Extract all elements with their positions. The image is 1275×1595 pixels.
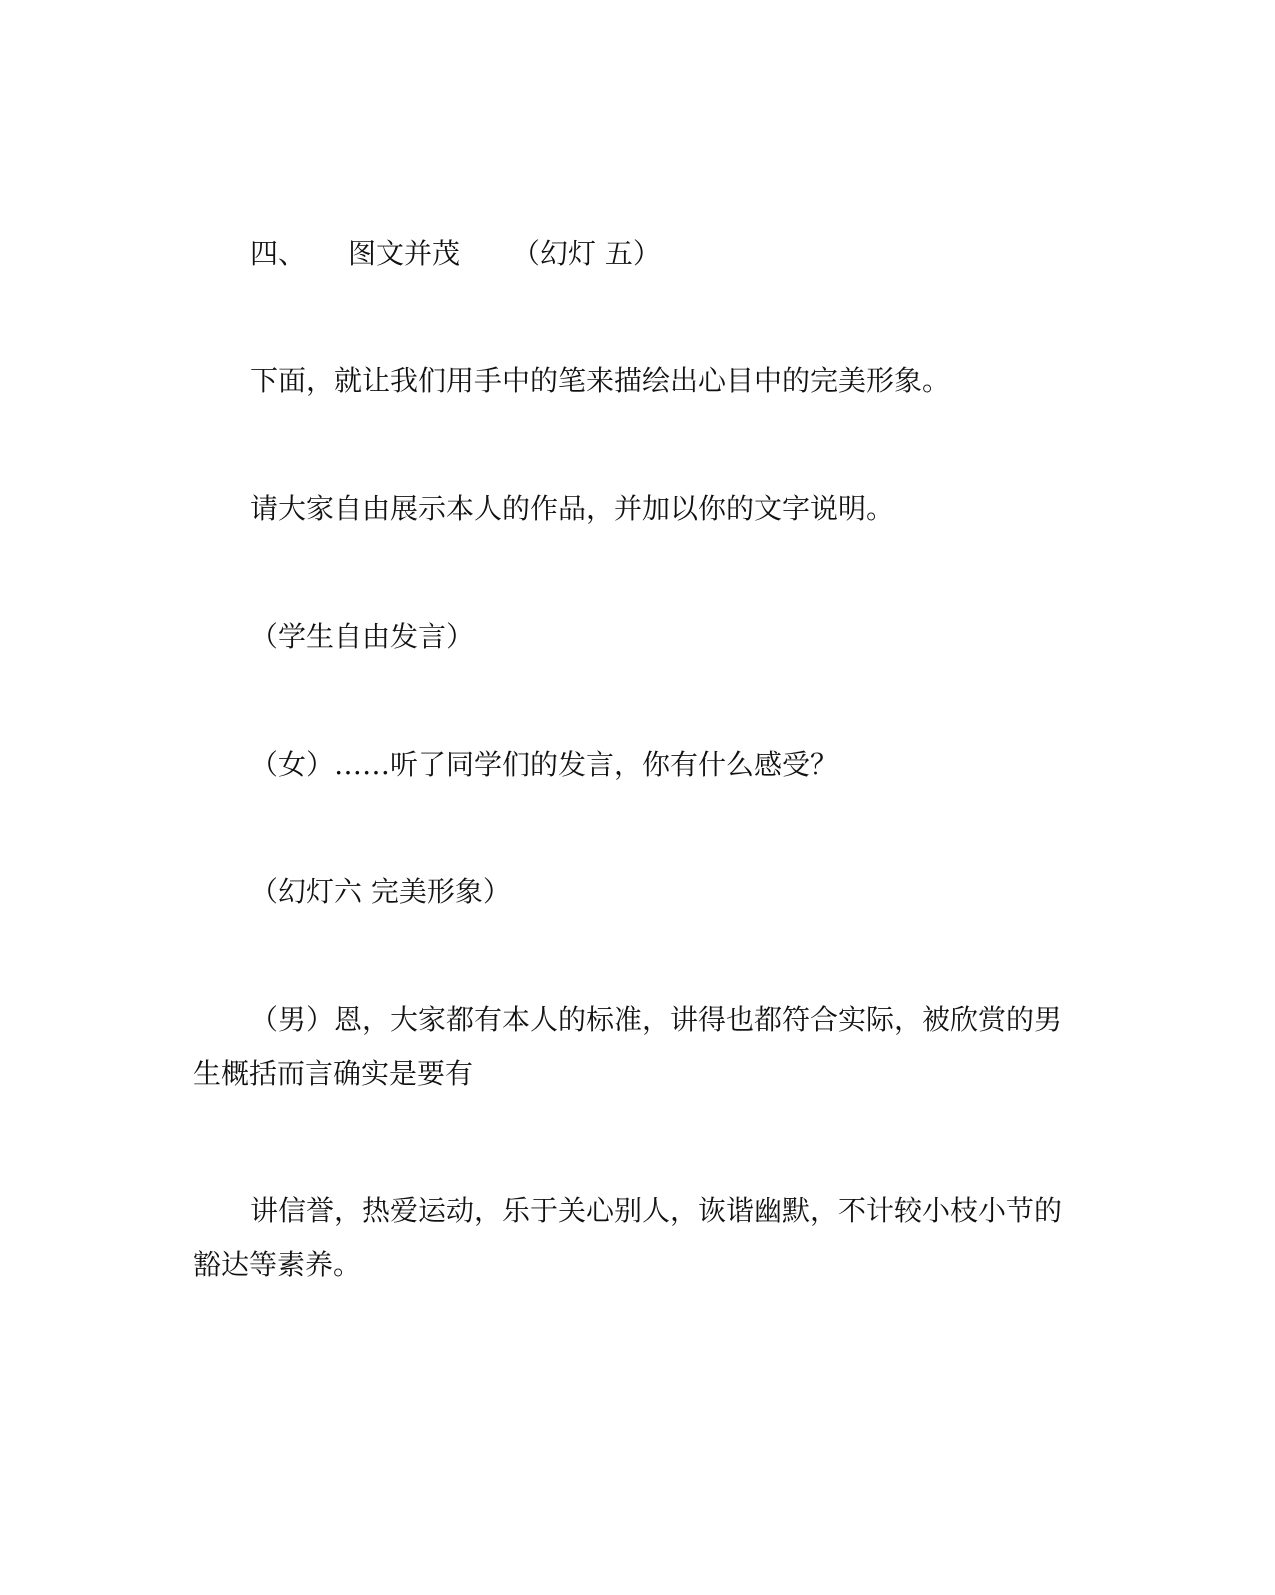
paragraph-instruction: 请大家自由展示本人的作品，并加以你的文字说明。 — [250, 492, 895, 525]
paragraph-slide-six: （幻灯六 完美形象） — [250, 875, 511, 908]
paragraph-male-host: （男）恩，大家都有本人的标准，讲得也都符合实际，被欣赏的男生概括而言确实是要有 — [193, 1003, 1063, 1090]
paragraph-qualities: 讲信誉，热爱运动，乐于关心别人，诙谐幽默，不计较小枝小节的豁达等素养。 — [193, 1194, 1063, 1281]
section-title: 图文并茂 — [348, 237, 461, 270]
paragraph-female-host: （女）……听了同学们的发言，你有什么感受？ — [250, 748, 839, 781]
slide-note: （幻灯 五） — [512, 237, 661, 270]
paragraph-intro: 下面，就让我们用手中的笔来描绘出心目中的完美形象。 — [250, 364, 951, 397]
paragraph-student-speech: （学生自由发言） — [250, 620, 475, 653]
section-number: 四、 — [250, 237, 307, 270]
